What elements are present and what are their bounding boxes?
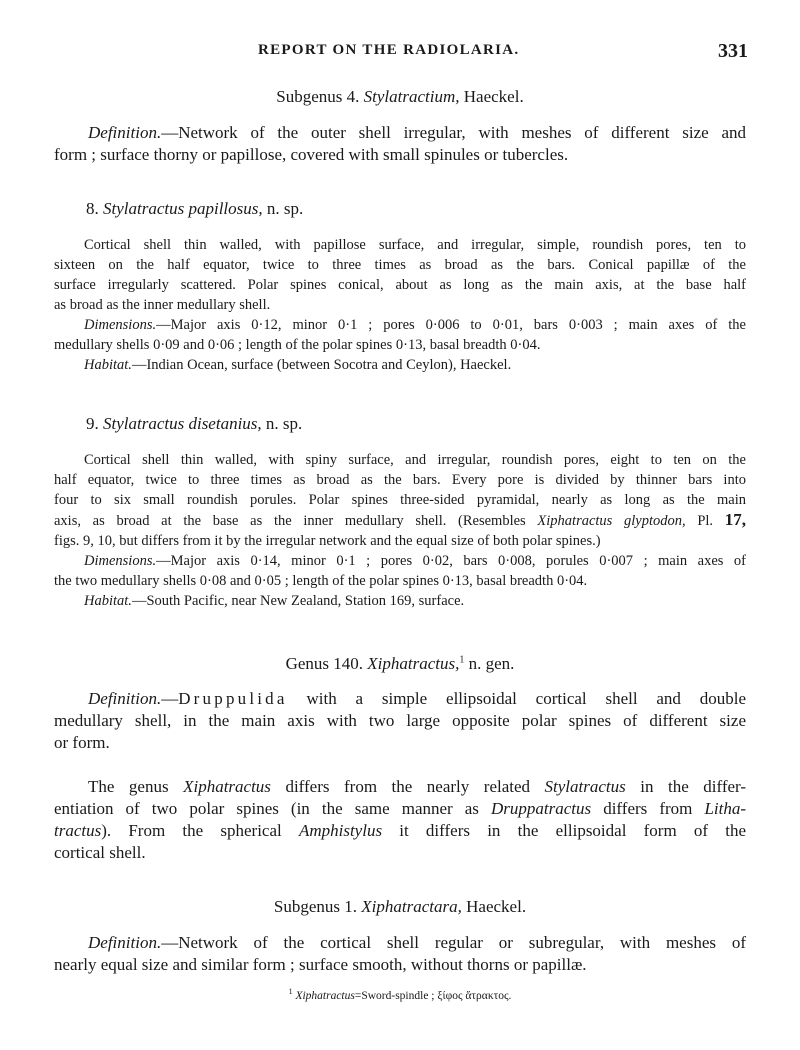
para-line-1-a: The genus — [88, 777, 169, 796]
para-line-1 — [54, 776, 746, 798]
species-number: 8. — [86, 199, 99, 218]
para-line-1-i1: Xiphatractus — [183, 777, 271, 796]
dimensions-line-1 — [54, 551, 746, 571]
definition-line-1 — [54, 932, 746, 954]
footnote-text: =Sword-spindle ; — [354, 989, 435, 1002]
desc-line: surface irregularly scattered. Polar spines conical, about as long as the main axis, at the base half — [54, 277, 746, 293]
dimensions-text-1: —Major axis 0·14, minor 0·1 ; pores 0·02, bars 0·008, porules 0·007 ; main axes of — [156, 553, 746, 569]
dimensions-text-1: —Major axis 0·12, minor 0·1 ; pores 0·006 to 0·01, bars 0·003 ; main axes of the — [156, 317, 746, 333]
desc-line: as broad as the inner medullary shell. — [54, 297, 271, 313]
para-line-1-c: in the differ- — [640, 777, 747, 796]
definition-text-1: —Network of the cortical shell regular or subregular, with meshes of — [161, 933, 746, 952]
genus-140-paragraph — [54, 776, 746, 864]
para-line-2-i2: Litha- — [704, 799, 747, 818]
habitat-text: —South Pacific, near New Zealand, Station 169, surface. — [131, 593, 465, 609]
definition-label: Definition. — [88, 123, 162, 142]
definition-text-1: —Network of the outer shell irregular, with meshes of different size and — [161, 123, 746, 142]
plate-number: 17, — [724, 510, 747, 529]
para-line-2 — [54, 798, 746, 820]
definition-line-1 — [54, 122, 746, 144]
para-line-4: cortical shell. — [54, 843, 146, 862]
dimensions-label: Dimensions. — [84, 317, 157, 333]
desc-line-5: figs. 9, 10, but differs from it by the irregular network and the equal size of both polar spines.) — [54, 533, 601, 549]
heading-name: Stylatractium, — [363, 87, 460, 106]
desc-line: four to six small roundish porules. Polar spines three-sided pyramidal, nearly as long as the main — [54, 492, 746, 508]
para-line-2-i1: Druppatractus — [491, 799, 592, 818]
desc-line: Cortical shell thin walled, with papillose surface, and irregular, simple, roundish pores, ten to — [84, 237, 746, 253]
subgenus-4-definition — [54, 122, 746, 166]
para-line-3-a: ). From the spherical — [101, 821, 282, 840]
species-8-heading — [86, 199, 303, 219]
desc-line-4-italic: Xiphatractus glyptodon, — [537, 513, 686, 529]
habitat-text: —Indian Ocean, surface (between Socotra and Ceylon), Haeckel. — [131, 357, 512, 373]
heading-name: Xiphatractara, — [361, 897, 462, 916]
page-number: 331 — [718, 40, 748, 62]
desc-line-4-b: Pl. — [697, 513, 714, 529]
footnote-greek: ξίφος ἄτρακτος. — [437, 989, 512, 1002]
para-line-2-b: differs from — [603, 799, 693, 818]
subgenus-4-heading — [0, 87, 800, 107]
heading-suffix: n. gen. — [468, 654, 515, 673]
desc-line: half equator, twice to three times as broad as the bars. Every pore is divided by thinner bars into — [54, 472, 746, 488]
species-9-description — [54, 450, 746, 611]
footnote-term: Xiphatractus — [295, 989, 355, 1002]
heading-name: Xiphatractus, — [367, 654, 460, 673]
heading-prefix: Subgenus 1. — [273, 897, 358, 916]
running-title: REPORT ON THE RADIOLARIA. — [258, 42, 520, 58]
para-line-3-i2: Amphistylus — [298, 821, 383, 840]
definition-line-2: nearly equal size and similar form ; surface smooth, without thorns or papillæ. — [54, 955, 587, 974]
para-line-1-i2: Stylatractus — [544, 777, 626, 796]
species-8-description — [54, 235, 746, 375]
species-suffix: n. sp. — [266, 199, 304, 218]
heading-prefix: Subgenus 4. — [276, 87, 360, 106]
dimensions-line-2: the two medullary shells 0·08 and 0·05 ; length of the polar spines 0·13, basal breadth 0·04. — [54, 573, 588, 589]
habitat-label: Habitat. — [84, 593, 132, 609]
definition-spaced-term: Druppulida — [178, 689, 288, 708]
subgenus-1-definition — [54, 932, 746, 976]
footnote — [0, 987, 800, 1002]
dimensions-line-1 — [54, 315, 746, 335]
habitat-label: Habitat. — [84, 357, 132, 373]
para-line-2-a: entiation of two polar spines (in the same manner as — [54, 799, 479, 818]
dimensions-line-2: medullary shells 0·09 and 0·06 ; length of the polar spines 0·13, basal breadth 0·04. — [54, 337, 541, 353]
desc-line-4 — [54, 510, 746, 531]
running-header — [0, 40, 800, 64]
definition-line-3: or form. — [54, 733, 110, 752]
para-line-3-i1: tractus — [54, 821, 102, 840]
definition-dash: — — [161, 689, 179, 708]
definition-line-2: medullary shell, in the main axis with two large opposite polar spines of different size — [54, 711, 746, 730]
species-name: Stylatractus disetanius, — [103, 414, 262, 433]
definition-line-2: form ; surface thorny or papillose, covered with small spinules or tubercles. — [54, 145, 569, 164]
habitat-line — [54, 591, 746, 611]
genus-140-heading — [0, 654, 800, 674]
para-line-3-b: it differs in the ellipsoidal form of the — [399, 821, 747, 840]
desc-line-4-a: axis, as broad at the base as the inner medullary shell. (Resembles — [54, 513, 526, 529]
habitat-line — [54, 355, 746, 375]
footnote-ref: 1 — [459, 654, 465, 666]
genus-140-definition — [54, 688, 746, 754]
heading-author: Haeckel. — [466, 897, 527, 916]
species-number: 9. — [86, 414, 99, 433]
species-suffix: n. sp. — [265, 414, 303, 433]
definition-text-1: with a simple ellipsoidal cortical shell and double — [306, 689, 747, 708]
footnote-mark: 1 — [288, 987, 293, 996]
heading-author: Haeckel. — [463, 87, 524, 106]
para-line-3 — [54, 820, 746, 842]
subgenus-1-heading — [0, 897, 800, 917]
desc-line: sixteen on the half equator, twice to three times as broad as the bars. Conical papillæ of the — [54, 257, 746, 273]
species-name: Stylatractus papillosus, — [103, 199, 263, 218]
desc-line: Cortical shell thin walled, with spiny surface, and irregular, roundish pores, eight to ten on the — [84, 452, 746, 468]
para-line-1-b: differs from the nearly related — [285, 777, 531, 796]
species-9-heading — [86, 414, 302, 434]
definition-label: Definition. — [88, 689, 162, 708]
dimensions-label: Dimensions. — [84, 553, 157, 569]
definition-line-1 — [54, 688, 746, 710]
heading-prefix: Genus 140. — [285, 654, 364, 673]
definition-label: Definition. — [88, 933, 162, 952]
